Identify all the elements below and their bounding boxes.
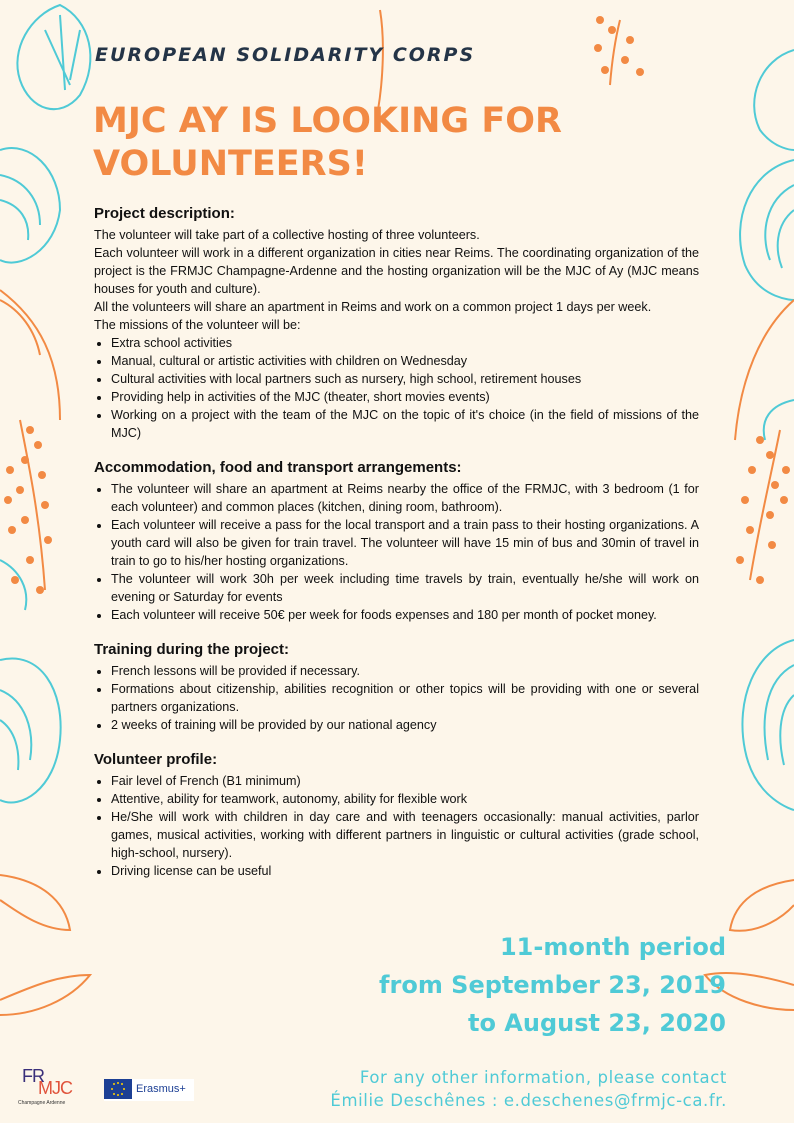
list-item: • The volunteer will share an apartment at Reims nearby the office of the FRMJC, with 3 bedroom (1 for each volunteer) and common places (kitchen, dining room, bathroom). (111, 480, 699, 516)
eu-flag-icon (104, 1079, 132, 1099)
period-block (379, 928, 726, 1042)
erasmus-logo (104, 1079, 194, 1101)
list-item: • Attentive, ability for teamwork, autonomy, ability for flexible work (111, 790, 699, 808)
page-title (93, 100, 713, 186)
title-line-1: MJC AY IS LOOKING FOR (93, 101, 562, 141)
title-line-2: VOLUNTEERS! (93, 144, 368, 184)
program-kicker: EUROPEAN SOLIDARITY CORPS (95, 44, 476, 66)
contact-email[interactable]: Émilie Deschênes : e.deschenes@frmjc-ca.fr. (330, 1091, 727, 1110)
section-heading-accommodation: Accommodation, food and transport arrangements: (94, 459, 462, 476)
training-list (94, 662, 699, 734)
list-item: • Each volunteer will receive a pass for the local transport and a train pass to their hosting organizations. A youth card will also be given for train travel. The volunteer will have 15 min of bus and 30min of travel in train to go to his/her hosting organizations. (111, 516, 699, 570)
paragraph: The missions of the volunteer will be: (94, 318, 301, 332)
accommodation-list (94, 480, 699, 624)
section-training (94, 640, 699, 734)
list-item: • He/She will work with children in day care and with teenagers occasionally: manual activities, parlor games, musical activities, working with different partners in linguistic or cultural activities (grade school, high-school, nursery). (111, 808, 699, 862)
section-profile (94, 750, 699, 880)
list-item: • The volunteer will work 30h per week including time travels by train, eventually he/she will work on evening or Saturday for events (111, 570, 699, 606)
frmjc-logo-line3: Champagne Ardenne (18, 1100, 66, 1106)
list-item: • Cultural activities with local partners such as nursery, high school, retirement houses (111, 370, 699, 388)
list-item: • Each volunteer will receive 50€ per week for foods expenses and 180 per month of pocket money. (111, 606, 699, 624)
section-accommodation (94, 458, 699, 624)
missions-list (94, 334, 699, 442)
list-item: • Extra school activities (111, 334, 699, 352)
list-item: • Working on a project with the team of the MJC on the topic of it's choice (in the field of missions of the MJC) (111, 406, 699, 442)
teal-flower-left (0, 560, 61, 803)
period-start: from September 23, 2019 (379, 971, 726, 999)
period-duration: 11-month period (499, 933, 726, 961)
profile-list (94, 772, 699, 880)
list-item: • Fair level of French (B1 minimum) (111, 772, 699, 790)
list-item: • 2 weeks of training will be provided by our national agency (111, 716, 699, 734)
erasmus-label: Erasmus+ (136, 1083, 186, 1095)
period-end: to August 23, 2020 (467, 1009, 726, 1037)
frmjc-logo-line1: FR (22, 1066, 44, 1086)
list-item: • French lessons will be provided if necessary. (111, 662, 699, 680)
section-heading-project: Project description: (94, 205, 235, 222)
contact-block (330, 1066, 727, 1112)
frmjc-logo (18, 1066, 82, 1110)
teal-flower-top-left (0, 5, 90, 263)
list-item: • Driving license can be useful (111, 862, 699, 880)
main-content (94, 204, 699, 896)
list-item: • Providing help in activities of the MJC (theater, short movies events) (111, 388, 699, 406)
list-item: • Manual, cultural or artistic activities with children on Wednesday (111, 352, 699, 370)
section-project (94, 204, 699, 442)
paragraph: Each volunteer will work in a different organization in cities near Reims. The coordinating organization of the project is the FRMJC Champagne-Ardenne and the hosting organization will be the MJC of Ay (MJC means houses for youth and culture). (94, 246, 699, 296)
frmjc-logo-line2: MJC (38, 1078, 72, 1098)
paragraph: The volunteer will take part of a collective hosting of three volunteers. (94, 228, 480, 242)
paragraph: All the volunteers will share an apartment in Reims and work on a common project 1 days per week. (94, 300, 652, 314)
teal-flower-right (740, 50, 794, 810)
list-item: • Formations about citizenship, abilities recognition or other topics will be providing with one or several partners organizations. (111, 680, 699, 716)
section-heading-training: Training during the project: (94, 641, 289, 658)
contact-line-1: For any other information, please contact (359, 1068, 727, 1087)
section-heading-profile: Volunteer profile: (94, 751, 218, 768)
